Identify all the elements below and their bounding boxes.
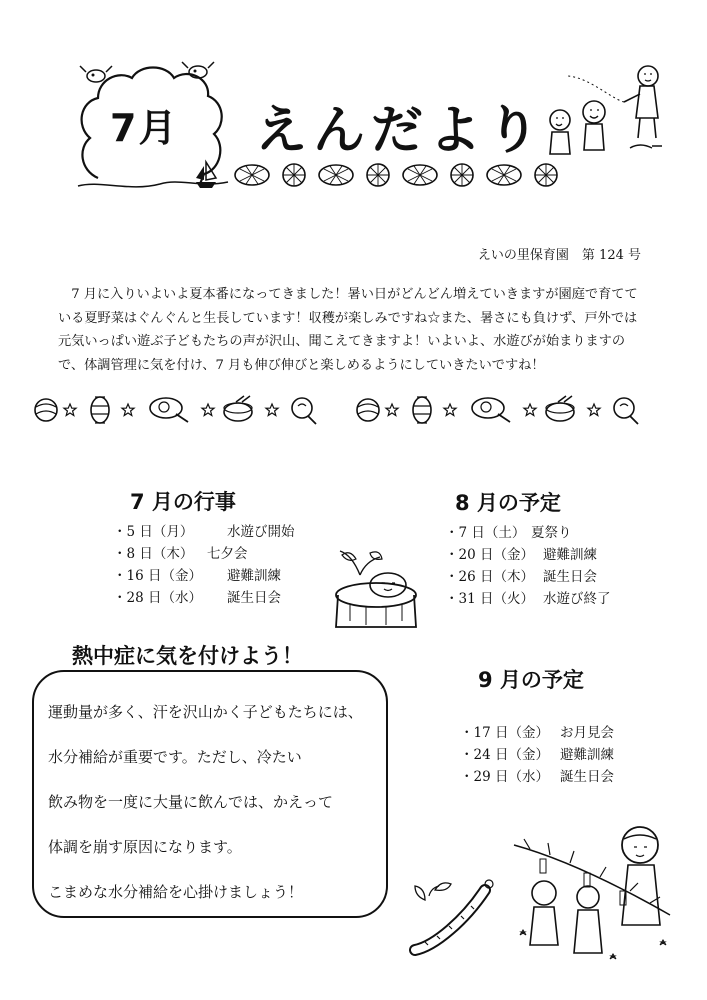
- uchiwa-icon: [292, 398, 316, 424]
- star-icon: [64, 404, 76, 416]
- august-events-title: 8 月の予定: [455, 491, 561, 515]
- orange-slice-icon: [451, 164, 473, 186]
- intro-paragraph: 7 月に入りいよいよ夏本番になってきました！暑い日がどんどん増えていきますが園庭で育てている夏野菜はぐんぐんと生長しています！収穫が楽しみですね☆また、暑さにも負けず、戸外では元気いっぱい遊ぶ子どもたちの声が沢山、聞こえてきますよ！いよいよ、水遊びが始まりますので、体調管理に気を付け、7 月も伸び伸びと楽しめるようにしていきたいですね！: [58, 287, 638, 373]
- fan-icon: [150, 398, 188, 422]
- star-icon: [202, 404, 214, 416]
- month-badge-label: 7月: [110, 106, 179, 150]
- list-item: ・17 日（金） お月見会: [460, 725, 614, 741]
- stump-vegetable-illustration: [330, 545, 430, 635]
- bird-icon: [182, 62, 214, 78]
- star-icon: [444, 404, 456, 416]
- orange-slice-icon: [283, 164, 305, 186]
- list-item: ・26 日（木） 誕生日会: [445, 569, 597, 585]
- cucumber-illustration: [405, 870, 505, 960]
- star-icon: [266, 404, 278, 416]
- july-events-title: 7 月の行事: [130, 490, 236, 514]
- star-icon: [122, 404, 134, 416]
- august-events-list: [445, 522, 611, 610]
- list-item: ・5 日（月） 水遊び開始: [113, 524, 295, 540]
- star-icon: [588, 404, 600, 416]
- fan-icon: [472, 398, 510, 422]
- uchiwa-icon: [614, 398, 638, 424]
- orange-slice-icon: [535, 164, 557, 186]
- drum-icon: [546, 396, 574, 421]
- list-item: ・29 日（水） 誕生日会: [460, 769, 614, 785]
- star-icon: [524, 404, 536, 416]
- issue-line: えいの里保育園 第 124 号: [477, 248, 641, 263]
- heatstroke-line: 運動量が多く、汗を沢山かく子どもたちには、: [48, 703, 363, 721]
- list-item: ・24 日（金） 避難訓練: [460, 747, 614, 763]
- july-events-list: [113, 521, 295, 609]
- list-item: ・28 日（水） 誕生日会: [113, 590, 281, 606]
- list-item: ・20 日（金） 避難訓練: [445, 547, 597, 563]
- list-item: ・16 日（金） 避難訓練: [113, 568, 281, 584]
- heatstroke-line: こまめな水分補給を心掛けましょう！: [48, 883, 304, 901]
- children-water-play-illustration: [540, 58, 670, 158]
- fruit-decoration-row: [232, 160, 582, 188]
- pineapple-icon: [403, 165, 437, 185]
- watermelon-icon: [487, 165, 521, 185]
- lantern-icon: [91, 397, 109, 423]
- tanabata-children-illustration: [510, 815, 680, 965]
- orange-slice-icon: [367, 164, 389, 186]
- sailboat-icon: [196, 162, 216, 188]
- list-item: ・31 日（火） 水遊び終了: [445, 591, 611, 607]
- list-item: ・8 日（木） 七夕会: [113, 546, 248, 562]
- heatstroke-title: 熱中症に気を付けよう！: [72, 644, 303, 668]
- september-events-title: 9 月の予定: [478, 668, 584, 692]
- drum-icon: [224, 396, 252, 421]
- newsletter-title: えんだより: [255, 101, 546, 161]
- heatstroke-text: [48, 700, 388, 925]
- heatstroke-line: 体調を崩す原因になります。: [48, 838, 242, 856]
- list-item: ・7 日（土） 夏祭り: [445, 525, 572, 541]
- summer-decoration-row: [32, 392, 672, 428]
- heatstroke-line: 飲み物を一度に大量に飲んでは、かえって: [48, 793, 334, 811]
- star-icon: [386, 404, 398, 416]
- watermelon-icon: [319, 165, 353, 185]
- ball-icon: [35, 399, 57, 421]
- september-events-list: [460, 722, 614, 788]
- lantern-icon: [413, 397, 431, 423]
- heatstroke-line: 水分補給が重要です。ただし、冷たい: [48, 748, 302, 766]
- ball-icon: [357, 399, 379, 421]
- pineapple-icon: [235, 165, 269, 185]
